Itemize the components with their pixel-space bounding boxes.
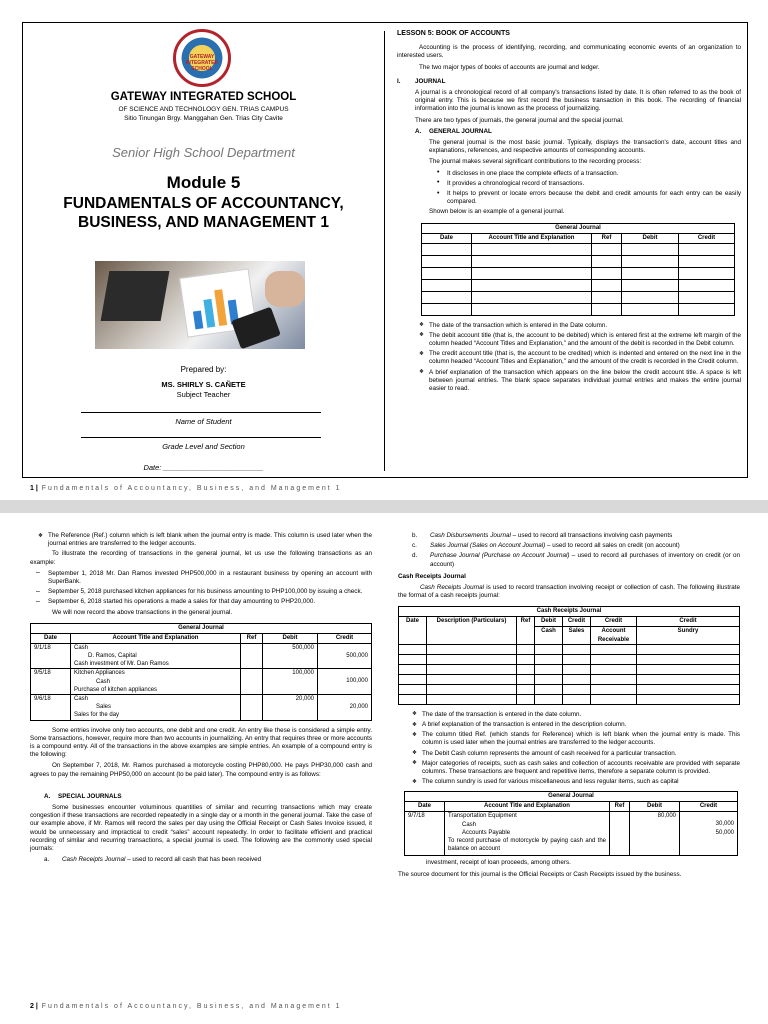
general-journal-template-table xyxy=(421,223,735,316)
list-item: ❖ A brief explanation of the transaction which appears on the line below the credit account title. A space is left between journal entries. The blank space separates individual journal entries and makes the entire journal easier to read. xyxy=(411,369,741,394)
table-header: Debit xyxy=(630,802,680,812)
debit-amount: 100,000 xyxy=(263,669,318,695)
page-footer xyxy=(30,1003,342,1010)
item-number: c. xyxy=(412,542,417,550)
list-item: ❖ Major categories of receipts, such as cash sales and collection of accounts receivable are provided with separate columns. These transactions are frequent and repetitive items, therefore a separate column is provided. xyxy=(404,760,740,776)
table-row xyxy=(399,694,740,704)
table-row xyxy=(422,267,735,279)
debit-account: Kitchen Appliances xyxy=(74,670,125,677)
entry-date: 9/5/18 xyxy=(31,669,71,695)
journal-section xyxy=(397,89,741,217)
table-row xyxy=(422,291,735,303)
column-divider xyxy=(384,31,385,471)
table-header: Credit xyxy=(680,802,738,812)
page-2 xyxy=(0,513,768,1024)
report-bar xyxy=(203,299,215,328)
subsection-title: SPECIAL JOURNALS xyxy=(58,792,122,800)
item-description: – used to record all cash that has been received xyxy=(125,856,262,864)
table-row xyxy=(399,664,740,674)
credit-account: Cash xyxy=(462,821,477,828)
contributions-list xyxy=(429,170,741,207)
entry-accounts xyxy=(71,643,241,669)
list-item: ❖ The column sundry is used for various miscellaneous and less regular items, such as capital xyxy=(404,778,740,786)
entry-explanation: Sales for the day xyxy=(74,712,120,719)
module-cover xyxy=(23,23,384,479)
table-header: Account Title and Explanation xyxy=(472,233,592,243)
table-header: Debit xyxy=(535,617,563,627)
table-header: Account Title and Explanation xyxy=(445,802,610,812)
school-subtitle: OF SCIENCE AND TECHNOLOGY GEN. TRIAS CAMPUS xyxy=(118,106,289,113)
table-header: Cash xyxy=(535,627,563,644)
table-header: Date xyxy=(422,233,472,243)
lesson-column xyxy=(397,30,741,395)
entry-date: 9/6/18 xyxy=(31,695,71,721)
subsection-number: A. xyxy=(44,792,51,800)
grade-level-line xyxy=(81,437,321,438)
entry-accounts xyxy=(445,812,610,856)
table-title: General Journal xyxy=(31,623,372,633)
entry-explanation: To record purchase of motorcycle by paying cash and the balance on account xyxy=(448,838,606,853)
lesson-title: LESSON 5: BOOK OF ACCOUNTS xyxy=(397,30,510,37)
school-name: GATEWAY INTEGRATED SCHOOL xyxy=(110,91,297,103)
module-number: Module 5 xyxy=(166,173,241,192)
simple-entry-text: Some entries involve only two accounts, one debit and one credit. An entry like these is considered a simple entry. Some transactions, however, require more than two accounts in journalizing. An entry that requires three or more accounts is a compound entry. All of the transactions in the above examples are simple entries. An example of a compound entry is the following: xyxy=(30,726,372,759)
table-row xyxy=(399,644,740,654)
item-name: Sales Journal (Sales on Account Journal) xyxy=(430,542,546,550)
debit-amount: 500,000 xyxy=(263,643,318,669)
debit-amount: 80,000 xyxy=(630,812,680,856)
table-header: Ref xyxy=(517,617,535,644)
illustrate-text: To illustrate the recording of transactions in the general journal, let us use the following transactions as an example: xyxy=(30,550,372,566)
credit-account: Cash xyxy=(96,678,111,685)
table-row xyxy=(422,279,735,291)
list-item: ❖ The date of the transaction is entered in the date column. xyxy=(404,711,740,719)
credit-account: D. Ramos, Capital xyxy=(88,653,137,660)
table-header: Credit xyxy=(591,617,637,627)
item-number: b. xyxy=(412,532,418,539)
contributions-intro: The journal makes several significant contributions to the recording process: xyxy=(429,158,642,166)
shown-below-text: Shown below is an example of a general journal. xyxy=(429,208,565,216)
crj-term: Cash Receipts Journal xyxy=(420,584,485,592)
general-journal-definition: The general journal is the most basic journal. Typically, displays the transaction's date, account titles and explanations, references, and respective amounts of corresponding accounts. xyxy=(429,139,741,155)
journal-notes-list xyxy=(397,322,741,394)
table-header: Credit xyxy=(318,633,372,643)
intro-paragraph-2: The two major types of books of accounts are journal and ledger. xyxy=(419,63,600,71)
credit-amount: 20,000 xyxy=(318,695,372,721)
table-header: Description (Particulars) xyxy=(427,617,517,644)
table-row xyxy=(31,643,372,669)
student-name-line xyxy=(81,412,321,413)
table-row xyxy=(422,255,735,267)
credit-amount: 50,000 xyxy=(715,829,734,836)
table-header: Ref xyxy=(592,233,622,243)
table-header: Account Title and Explanation xyxy=(71,633,241,643)
page-footer xyxy=(30,485,342,492)
credit-account: Sales xyxy=(96,704,112,711)
list-item: ❖ The Reference (Ref.) column which is left blank when the journal entry is made. This column is used later when the journal entries are transferred to the ledger accounts. xyxy=(30,532,372,548)
table-header: Credit xyxy=(563,617,591,627)
credit-amounts xyxy=(680,812,738,856)
credit-amount: 30,000 xyxy=(715,821,734,828)
debit-account: Cash xyxy=(74,696,89,703)
table-row xyxy=(422,303,735,315)
list-item: ❖ The debit account title (that is, the account to be debited) which is entered first at the extreme left margin of the column headed “Account Titles and Explanation,” and the amount of the debit is recorded in the Debit column. xyxy=(411,332,741,348)
list-item: ❖ The column titled Ref. (which stands for Reference) which is left blank when the journal entry is made. This column is used later when the journal entries are transferred to the ledger accounts. xyxy=(404,731,740,747)
list-item: – September 1, 2018 Mr. Dan Ramos invested PHP500,000 in a restaurant business by opening an account with SuperBank. xyxy=(30,570,372,586)
journal-definition: A journal is a chronological record of all company's transactions listed by date. It is often referred to as the book of original entry. This is because we first record the business transaction in this book. The recording of financial information into the journal is known as the process of journalizing. xyxy=(415,89,741,113)
entry-explanation: Purchase of kitchen appliances xyxy=(74,686,158,693)
entry-date: 9/1/18 xyxy=(31,643,71,669)
general-journal-example-table xyxy=(30,623,372,721)
table-header: Account Receivable xyxy=(591,627,637,644)
hand-shape xyxy=(265,271,305,307)
compound-entry-table xyxy=(404,791,738,856)
table-header: Ref xyxy=(610,802,630,812)
entry-accounts xyxy=(71,695,241,721)
list-item: – September 5, 2018 purchased kitchen appliances for his business amounting to PHP100,000 by issuing a check. xyxy=(30,588,372,596)
item-name: Cash Disbursements Journal xyxy=(430,532,511,539)
page-1-frame xyxy=(22,22,748,478)
crj-definition-text: is used to record transaction involving receipt or collection of cash. The following illustrate the format of a cash receipts journal: xyxy=(398,584,740,600)
section-title: JOURNAL xyxy=(415,77,446,85)
item-name: Cash Receipts Journal xyxy=(62,856,126,864)
list-item: ❖ The date of the transaction which is entered in the Date column. xyxy=(411,322,741,330)
report-bar xyxy=(214,289,227,326)
credit-amount: 500,000 xyxy=(318,643,372,669)
laptop-shape xyxy=(101,271,170,321)
list-item: • It discloses in one place the complete effects of a transaction. xyxy=(429,170,741,178)
special-journals-heading xyxy=(30,793,372,801)
school-address: Sitio Tinungan Brgy. Manggahan Gen. Trias City Cavite xyxy=(124,115,283,122)
example-transactions xyxy=(30,570,372,607)
table-header: Date xyxy=(399,617,427,644)
table-header: Credit xyxy=(679,233,735,243)
report-bar xyxy=(193,310,203,329)
seal-text: GATEWAY INTEGRATED SCHOOL xyxy=(185,54,219,72)
credit-amount: 100,000 xyxy=(318,669,372,695)
table-header: Date xyxy=(405,802,445,812)
grade-level-label: Grade Level and Section xyxy=(162,442,245,451)
table-title: General Journal xyxy=(422,223,735,233)
debit-account: Cash xyxy=(74,644,89,651)
table-header: Debit xyxy=(622,233,679,243)
prepared-by-label: Prepared by: xyxy=(180,365,227,374)
item-description: – used to record all transactions involving cash payments xyxy=(510,532,673,539)
item-description: – used to record all purchases of inventory on credit (or on account) xyxy=(430,552,740,568)
record-now-text: We will now record the above transactions in the general journal. xyxy=(52,608,233,616)
cash-receipts-journal-table xyxy=(398,606,740,704)
table-header: Sales xyxy=(563,627,591,644)
entry-date: 9/7/18 xyxy=(405,812,445,856)
list-item xyxy=(412,542,740,550)
reference-note xyxy=(30,532,372,548)
table-row xyxy=(399,684,740,694)
journal-types: There are two types of journals, the general journal and the special journal. xyxy=(415,116,624,124)
item-description: – used to record all sales on credit (on account) xyxy=(545,542,680,550)
item-number: d. xyxy=(412,552,418,560)
cover-photo xyxy=(95,261,305,349)
module-title xyxy=(23,194,384,232)
module-title-line1: FUNDAMENTALS OF ACCOUNTANCY, xyxy=(63,195,344,212)
debit-account: Transportation Equipment xyxy=(448,813,517,820)
student-name-label: Name of Student xyxy=(175,417,232,426)
credit-account: Accounts Payable xyxy=(462,829,511,836)
sundry-continuation: investment, receipt of loan proceeds, among others. xyxy=(426,859,571,867)
school-seal-icon xyxy=(173,29,231,87)
list-item: • It provides a chronological record of transactions. xyxy=(429,180,741,188)
subsection-title: GENERAL JOURNAL xyxy=(429,127,492,135)
section-number: I. xyxy=(397,77,401,85)
entry-explanation: Cash investment of Mr. Dan Ramos xyxy=(74,661,169,668)
table-header: Credit xyxy=(637,617,740,627)
table-row xyxy=(405,812,738,856)
list-item: – September 6, 2018 started his operations a made a sales for that day amounting to PHP20,000. xyxy=(30,598,372,606)
crj-notes-list xyxy=(398,711,740,787)
intro-paragraph: Accounting is the process of identifying, recording, and communicating economic events of an organization to interested users. xyxy=(397,44,741,60)
list-item: ❖ The Debit Cash column represents the amount of cash received for a particular transaction. xyxy=(404,750,740,758)
debit-amount: 20,000 xyxy=(263,695,318,721)
department: Senior High School Department xyxy=(112,145,295,160)
table-row xyxy=(31,695,372,721)
table-row xyxy=(399,674,740,684)
author-role: Subject Teacher xyxy=(176,390,231,399)
page-number: 1 | xyxy=(30,485,38,492)
item-name: Purchase Journal (Purchase on Account Journal) xyxy=(430,552,570,560)
list-item xyxy=(412,552,740,568)
left-column xyxy=(30,532,372,867)
date-field: Date: ________________________ xyxy=(143,463,264,472)
table-title: General Journal xyxy=(405,792,738,802)
list-item: ❖ A brief explanation of the transaction is entered in the description column. xyxy=(404,721,740,729)
table-title: Cash Receipts Journal xyxy=(399,607,740,617)
special-journals-text: Some businesses encounter voluminous quantities of similar and recurring transactions which may create congestion if these transactions are recorded repeatedly in a single day or a month in the general journal. Take the case of our example above, if Mr. Ramos will record the sales per day using the Official Receipt or Cash Sales Invoice issued, it would be unnecessary and impractical to credit “sales” account repeatedly. In order to facilitate efficient and practical recording of similar and recurring transactions, a special journal is used. The following are the commonly used special journals: xyxy=(30,804,372,853)
section-heading xyxy=(397,78,741,86)
entry-accounts xyxy=(71,669,241,695)
author-name: MS. SHIRLY S. CAÑETE xyxy=(161,380,246,389)
list-item xyxy=(412,532,740,540)
list-item xyxy=(44,856,372,864)
right-column xyxy=(398,532,740,882)
table-row xyxy=(422,243,735,255)
list-item: • It helps to prevent or locate errors because the debit and credit amounts for each entry can be easily compared. xyxy=(429,190,741,206)
table-header: Sundry xyxy=(637,627,740,644)
crj-definition xyxy=(398,584,740,600)
general-journal-section xyxy=(415,139,741,217)
source-document-text: The source document for this journal is the Official Receipts or Cash Receipts issued by the business. xyxy=(398,870,682,878)
subsection-number: A. xyxy=(415,127,422,135)
subsection-heading xyxy=(415,128,741,136)
footer-text: Fundamentals of Accountancy, Business, and Management 1 xyxy=(41,485,342,492)
table-row xyxy=(31,669,372,695)
crj-heading: Cash Receipts Journal xyxy=(398,572,466,580)
table-header: Date xyxy=(31,633,71,643)
table-header: Debit xyxy=(263,633,318,643)
table-header: Ref xyxy=(241,633,263,643)
page-2-frame xyxy=(22,530,748,1016)
page-1 xyxy=(0,0,768,500)
table-row xyxy=(399,654,740,664)
page-number: 2 | xyxy=(30,1003,38,1010)
item-number: a. xyxy=(44,856,50,864)
list-item: ❖ The credit account title (that is, the account to be credited) which is indented and entered on the next line in the column headed “Account Titles and Explanation,” and the amount of the credit is recorded in the Credit column. xyxy=(411,350,741,366)
compound-entry-text: On September 7, 2018, Mr. Ramos purchased a motorcycle costing PHP80,000. He pays PHP30,000 cash and agrees to pay the remaining PHP50,000 on account (to be paid later). The compound entry is as follows: xyxy=(30,762,372,778)
module-title-line2: BUSINESS, AND MANAGEMENT 1 xyxy=(78,214,329,231)
footer-text: Fundamentals of Accountancy, Business, and Management 1 xyxy=(41,1003,342,1010)
